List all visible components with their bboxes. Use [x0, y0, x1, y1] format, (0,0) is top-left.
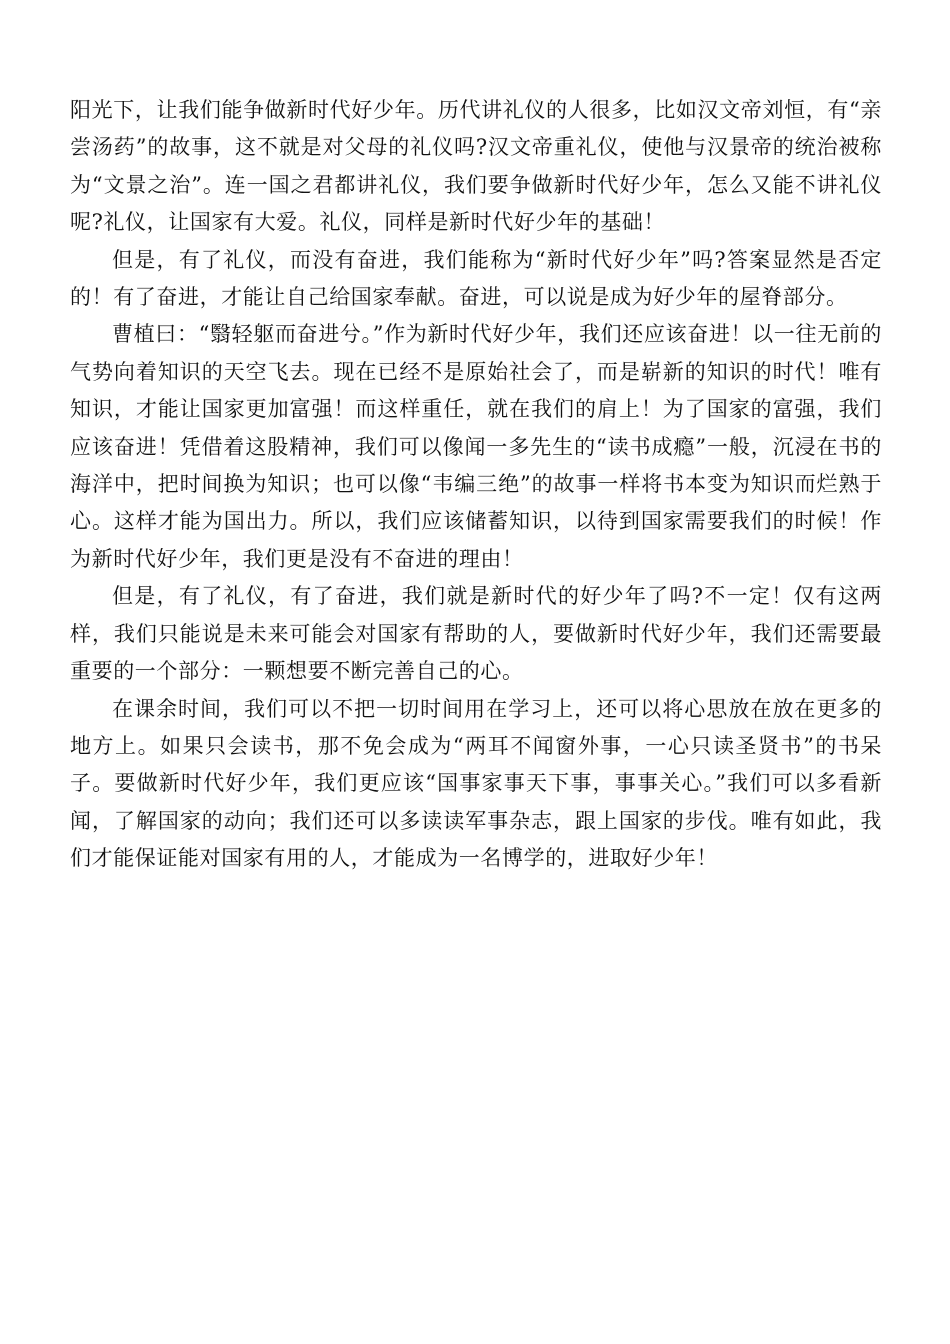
paragraph-3: 曹植曰：“翳轻躯而奋进兮。”作为新时代好少年，我们还应该奋进！以一往无前的气势向着知识的天空飞去。现在已经不是原始社会了，而是崭新的知识的时代！唯有知识，才能让国家更加富强！而这样重任，就在我们的肩上！为了国家的富强，我们应该奋进！凭借着这股精神，我们可以像闻一多先生的“读书成瘾”一般，沉浸在书的海洋中，把时间换为知识；也可以像“韦编三绝”的故事一样将书本变为知识而烂熟于心。这样才能为国出力。所以，我们应该储蓄知识，以待到国家需要我们的时候！作为新时代好少年，我们更是没有不奋进的理由！ — [70, 322, 882, 571]
document-page — [70, 92, 882, 878]
paragraph-5: 在课余时间，我们可以不把一切时间用在学习上，还可以将心思放在放在更多的地方上。如果只会读书，那不免会成为“两耳不闻窗外事，一心只读圣贤书”的书呆子。要做新时代好少年，我们更应该“国事家事天下事，事事关心。”我们可以多看新闻，了解国家的动向；我们还可以多读读军事杂志，跟上国家的步伐。唯有如此，我们才能保证能对国家有用的人，才能成为一名博学的，进取好少年！ — [70, 696, 882, 871]
paragraph-2: 但是，有了礼仪，而没有奋进，我们能称为“新时代好少年”吗?答案显然是否定的！有了奋进，才能让自己给国家奉献。奋进，可以说是成为好少年的屋脊部分。 — [70, 247, 882, 310]
paragraph-4: 但是，有了礼仪，有了奋进，我们就是新时代的好少年了吗?不一定！仅有这两样，我们只能说是未来可能会对国家有帮助的人，要做新时代好少年，我们还需要最重要的一个部分：一颗想要不断完善自己的心。 — [70, 584, 882, 684]
paragraph-1: 阳光下，让我们能争做新时代好少年。历代讲礼仪的人很多，比如汉文帝刘恒，有“亲尝汤药”的故事，这不就是对父母的礼仪吗?汉文帝重礼仪，使他与汉景帝的统治被称为“文景之治”。连一国之君都讲礼仪，我们要争做新时代好少年，怎么又能不讲礼仪呢?礼仪，让国家有大爱。礼仪，同样是新时代好少年的基础！ — [70, 98, 882, 235]
